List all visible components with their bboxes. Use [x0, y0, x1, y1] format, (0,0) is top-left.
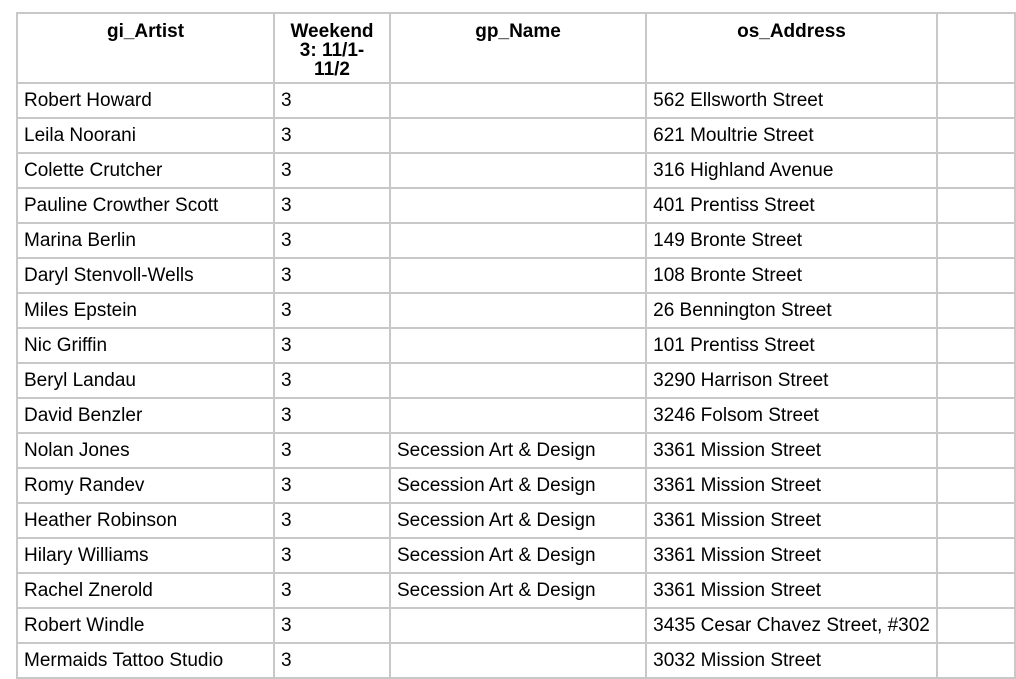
artist-cell: Beryl Landau	[17, 363, 274, 398]
gp-name-cell: Secession Art & Design	[390, 503, 646, 538]
table-row	[17, 468, 1015, 503]
weekend-cell: 3	[274, 83, 390, 118]
data-table-container	[16, 12, 1016, 679]
table-row	[17, 538, 1015, 573]
table-row	[17, 328, 1015, 363]
weekend-cell: 3	[274, 118, 390, 153]
extra-cell	[937, 223, 1015, 258]
weekend-cell: 3	[274, 468, 390, 503]
gp-name-cell: Secession Art & Design	[390, 573, 646, 608]
extra-cell	[937, 258, 1015, 293]
weekend-cell: 3	[274, 573, 390, 608]
gp-name-cell	[390, 153, 646, 188]
header-extra	[937, 13, 1015, 83]
address-cell: 3361 Mission Street	[646, 433, 937, 468]
artist-cell: Colette Crutcher	[17, 153, 274, 188]
gp-name-cell	[390, 258, 646, 293]
address-cell: 316 Highland Avenue	[646, 153, 937, 188]
table-row	[17, 503, 1015, 538]
address-cell: 3361 Mission Street	[646, 503, 937, 538]
table-row	[17, 293, 1015, 328]
address-cell: 149 Bronte Street	[646, 223, 937, 258]
artist-cell: Heather Robinson	[17, 503, 274, 538]
weekend-cell: 3	[274, 363, 390, 398]
weekend-cell: 3	[274, 328, 390, 363]
table-row	[17, 258, 1015, 293]
address-cell: 108 Bronte Street	[646, 258, 937, 293]
artist-cell: Hilary Williams	[17, 538, 274, 573]
artist-cell: Nolan Jones	[17, 433, 274, 468]
address-cell: 3290 Harrison Street	[646, 363, 937, 398]
address-cell: 401 Prentiss Street	[646, 188, 937, 223]
extra-cell	[937, 573, 1015, 608]
address-cell: 562 Ellsworth Street	[646, 83, 937, 118]
weekend-cell: 3	[274, 223, 390, 258]
table-header	[17, 13, 1015, 83]
artist-cell: Robert Windle	[17, 608, 274, 643]
table-row	[17, 118, 1015, 153]
address-cell: 3361 Mission Street	[646, 468, 937, 503]
address-cell: 621 Moultrie Street	[646, 118, 937, 153]
table-row	[17, 223, 1015, 258]
table-row	[17, 608, 1015, 643]
table-row	[17, 188, 1015, 223]
weekend-cell: 3	[274, 293, 390, 328]
header-row	[17, 13, 1015, 83]
extra-cell	[937, 83, 1015, 118]
address-cell: 3032 Mission Street	[646, 643, 937, 678]
gp-name-cell: Secession Art & Design	[390, 433, 646, 468]
gp-name-cell	[390, 223, 646, 258]
artist-table	[16, 12, 1016, 679]
gp-name-cell	[390, 83, 646, 118]
header-os-address: os_Address	[646, 13, 937, 83]
artist-cell: Mermaids Tattoo Studio	[17, 643, 274, 678]
table-row	[17, 573, 1015, 608]
gp-name-cell	[390, 188, 646, 223]
table-row	[17, 643, 1015, 678]
weekend-cell: 3	[274, 538, 390, 573]
artist-cell: Marina Berlin	[17, 223, 274, 258]
address-cell: 3435 Cesar Chavez Street, #302	[646, 608, 937, 643]
weekend-cell: 3	[274, 153, 390, 188]
extra-cell	[937, 643, 1015, 678]
address-cell: 101 Prentiss Street	[646, 328, 937, 363]
weekend-cell: 3	[274, 503, 390, 538]
header-gp-name: gp_Name	[390, 13, 646, 83]
weekend-cell: 3	[274, 398, 390, 433]
artist-cell: Pauline Crowther Scott	[17, 188, 274, 223]
gp-name-cell	[390, 398, 646, 433]
gp-name-cell	[390, 293, 646, 328]
gp-name-cell	[390, 643, 646, 678]
address-cell: 3361 Mission Street	[646, 538, 937, 573]
extra-cell	[937, 293, 1015, 328]
extra-cell	[937, 538, 1015, 573]
artist-cell: Romy Randev	[17, 468, 274, 503]
gp-name-cell	[390, 328, 646, 363]
artist-cell: Daryl Stenvoll-Wells	[17, 258, 274, 293]
gp-name-cell	[390, 363, 646, 398]
header-weekend: Weekend 3: 11/1-11/2	[274, 13, 390, 83]
extra-cell	[937, 503, 1015, 538]
extra-cell	[937, 468, 1015, 503]
extra-cell	[937, 608, 1015, 643]
table-row	[17, 398, 1015, 433]
table-row	[17, 83, 1015, 118]
artist-cell: Leila Noorani	[17, 118, 274, 153]
artist-cell: Rachel Znerold	[17, 573, 274, 608]
gp-name-cell: Secession Art & Design	[390, 468, 646, 503]
extra-cell	[937, 398, 1015, 433]
table-body	[17, 83, 1015, 678]
artist-cell: Miles Epstein	[17, 293, 274, 328]
artist-cell: Nic Griffin	[17, 328, 274, 363]
address-cell: 26 Bennington Street	[646, 293, 937, 328]
address-cell: 3361 Mission Street	[646, 573, 937, 608]
address-cell: 3246 Folsom Street	[646, 398, 937, 433]
weekend-cell: 3	[274, 188, 390, 223]
weekend-cell: 3	[274, 608, 390, 643]
extra-cell	[937, 153, 1015, 188]
extra-cell	[937, 433, 1015, 468]
extra-cell	[937, 118, 1015, 153]
weekend-cell: 3	[274, 433, 390, 468]
weekend-cell: 3	[274, 643, 390, 678]
table-row	[17, 433, 1015, 468]
extra-cell	[937, 363, 1015, 398]
header-gi-artist: gi_Artist	[17, 13, 274, 83]
artist-cell: David Benzler	[17, 398, 274, 433]
gp-name-cell	[390, 608, 646, 643]
extra-cell	[937, 188, 1015, 223]
table-row	[17, 153, 1015, 188]
table-row	[17, 363, 1015, 398]
weekend-cell: 3	[274, 258, 390, 293]
artist-cell: Robert Howard	[17, 83, 274, 118]
extra-cell	[937, 328, 1015, 363]
gp-name-cell: Secession Art & Design	[390, 538, 646, 573]
gp-name-cell	[390, 118, 646, 153]
